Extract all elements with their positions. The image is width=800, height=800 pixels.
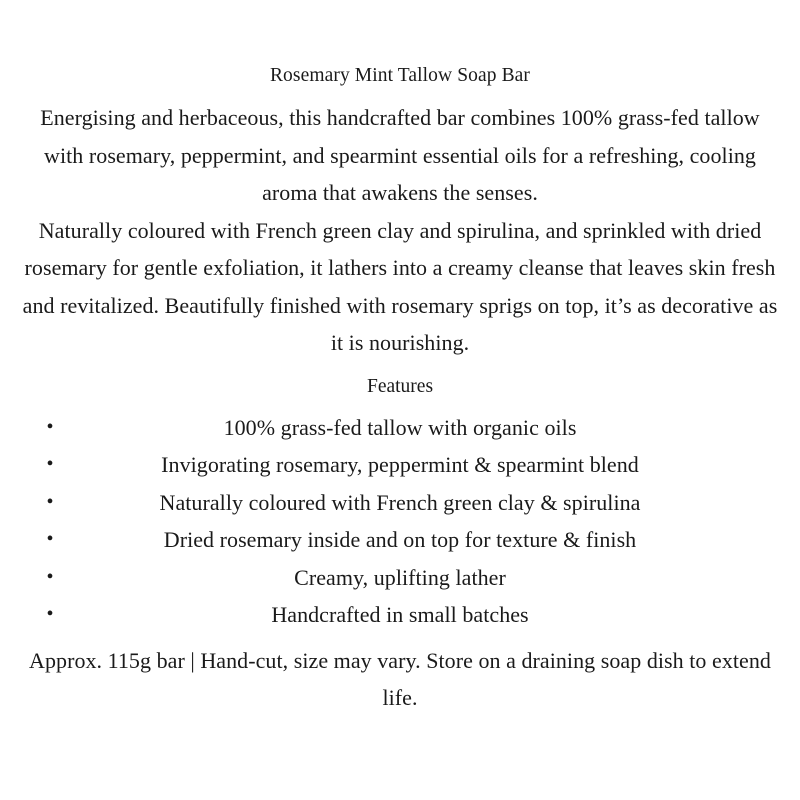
feature-label: Handcrafted in small batches bbox=[271, 602, 529, 627]
feature-label: Creamy, uplifting lather bbox=[294, 564, 506, 590]
bullet-icon: • bbox=[46, 603, 54, 625]
list-item bbox=[22, 521, 778, 559]
feature-label: Invigorating rosemary, peppermint & spearmint blend bbox=[161, 452, 639, 477]
bullet-icon: • bbox=[46, 528, 54, 550]
list-item bbox=[22, 446, 778, 484]
list-item bbox=[22, 559, 778, 597]
features-heading: Features bbox=[366, 375, 434, 397]
features-list bbox=[22, 409, 778, 634]
list-item bbox=[22, 409, 778, 447]
feature-label: 100% grass-fed tallow with organic oils bbox=[223, 414, 577, 440]
feature-label: Dried rosemary inside and on top for texture & finish bbox=[163, 527, 637, 552]
list-item bbox=[22, 596, 778, 634]
product-title: Rosemary Mint Tallow Soap Bar bbox=[269, 65, 531, 86]
bullet-icon: • bbox=[46, 415, 54, 438]
closing-note: Approx. 115g bar | Hand-cut, size may vary. Store on a draining soap dish to extend life. bbox=[29, 647, 771, 710]
bullet-icon: • bbox=[46, 565, 54, 588]
description-paragraph-1: Energising and herbaceous, this handcrafted bar combines 100% grass-fed tallow with rosemary, peppermint, and spearmint essential oils for a refreshing, cooling aroma that awakens the senses. bbox=[40, 105, 760, 205]
list-item bbox=[22, 484, 778, 522]
bullet-icon: • bbox=[46, 490, 54, 513]
description-paragraph-2: Naturally coloured with French green clay and spirulina, and sprinkled with dried rosemary for gentle exfoliation, it lathers into a creamy cleanse that leaves skin fresh and revitalized. Beautifully finished with rosemary sprigs on top, it’s as decorative as it is nourishing. bbox=[22, 217, 778, 355]
bullet-icon: • bbox=[46, 453, 54, 475]
feature-label: Naturally coloured with French green clay & spirulina bbox=[159, 489, 641, 515]
